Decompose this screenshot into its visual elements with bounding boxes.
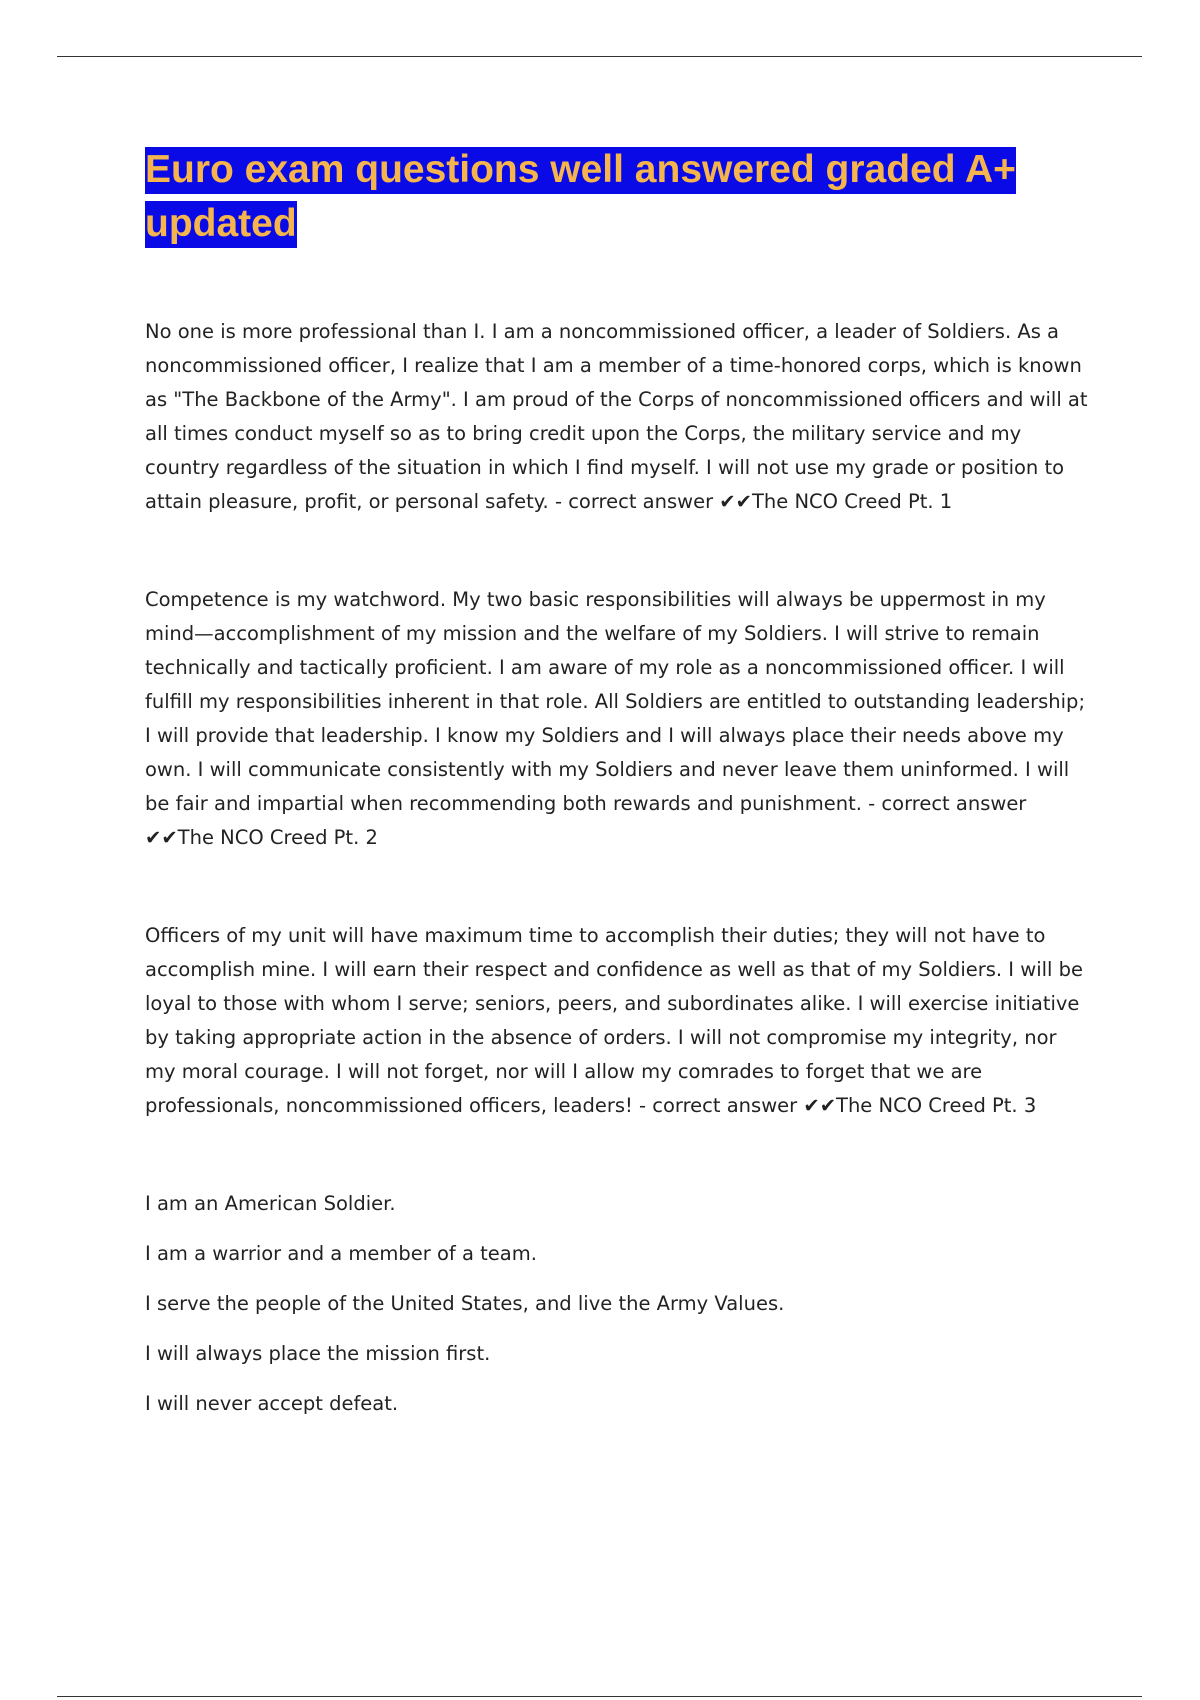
document-title [145,143,1090,251]
title-highlight: Euro exam questions well answered graded A+ updated [145,147,1016,248]
creed-line: I serve the people of the United States, and live the Army Values. [145,1292,785,1315]
footer-divider [57,1696,1142,1697]
creed-line: I will always place the mission first. [145,1342,491,1365]
creed-line: I will never accept defeat. [145,1392,399,1415]
paragraph-nco-creed-pt3: Officers of my unit will have maximum time to accomplish their duties; they will not have to accomplish mine. I will earn their respect and confidence as well as that of my Soldiers. I will be loyal to those with whom I serve; seniors, peers, and subordinates alike. I will exercise initiative by taking appropriate action in the absence of orders. I will not compromise my integrity, nor my moral courage. I will not forget, nor will I allow my comrades to forget that we are professionals, noncommissioned officers, leaders! - correct answer ✔✔The NCO Creed Pt. 3 [145,924,1084,1117]
document-body [145,143,1090,1437]
header-divider [57,56,1142,57]
soldiers-creed-lines [145,1187,1090,1421]
creed-line: I am an American Soldier. [145,1192,396,1215]
paragraph-nco-creed-pt1: No one is more professional than I. I am a noncommissioned officer, a leader of Soldiers. As a noncommissioned officer, I realize that I am a member of a time-honored corps, which is known as "The Backbone of the Army". I am proud of the Corps of noncommissioned officers and will at all times conduct myself so as to bring credit upon the Corps, the military service and my country regardless of the situation in which I find myself. I will not use my grade or position to attain pleasure, profit, or personal safety. - correct answer ✔✔The NCO Creed Pt. 1 [145,320,1088,513]
creed-line: I am a warrior and a member of a team. [145,1242,537,1265]
paragraph-nco-creed-pt2: Competence is my watchword. My two basic responsibilities will always be uppermost in my mind—accomplishment of my mission and the welfare of my Soldiers. I will strive to remain technically and tactically proficient. I am aware of my role as a noncommissioned officer. I will fulfill my responsibilities inherent in that role. All Soldiers are entitled to outstanding leadership; I will provide that leadership. I know my Soldiers and I will always place their needs above my own. I will communicate consistently with my Soldiers and never leave them uninformed. I will be fair and impartial when recommending both rewards and punishment. - correct answer ✔✔The NCO Creed Pt. 2 [145,588,1086,849]
